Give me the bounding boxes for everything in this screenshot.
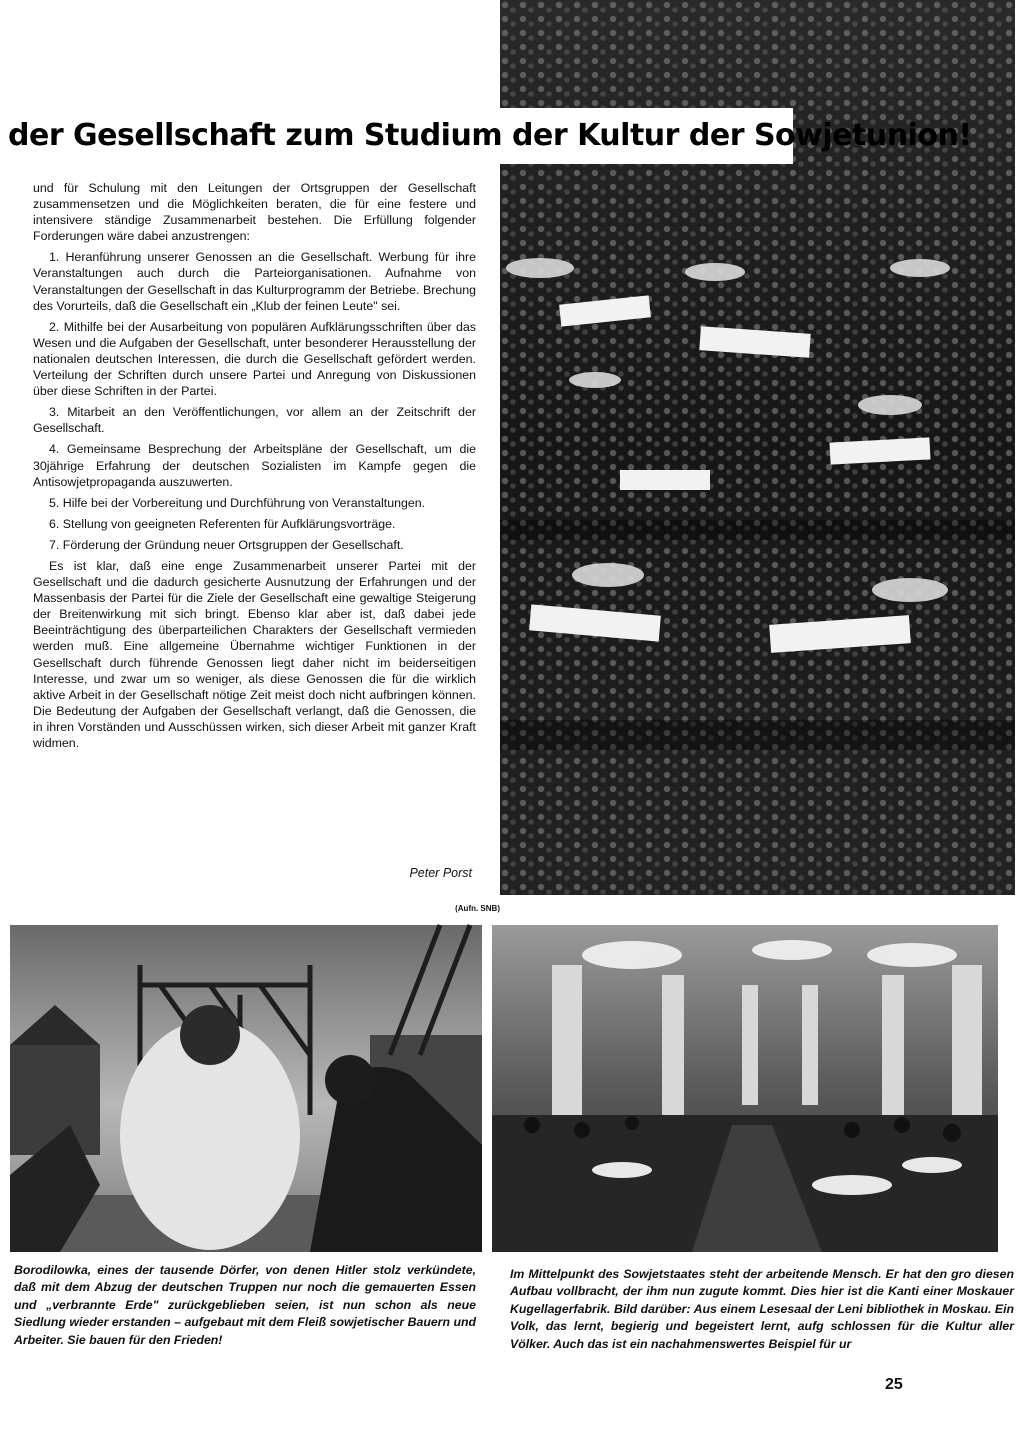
article-paragraph: 3. Mitarbeit an den Veröffentlichungen, vor allem an der Zeitschrift der Gesellschaft. bbox=[33, 405, 476, 436]
article-paragraph: und für Schulung mit den Leitungen der Ortsgruppen der Gesellschaft zusammensetzen und die Möglichkeiten beraten, die für eine festere und intensivere ständige Zusammenarbeit bestehen. Die Erfüllung folgender Forderungen wäre dabei anzustrengen: bbox=[33, 181, 476, 244]
article-body bbox=[33, 180, 476, 751]
article-paragraph: 4. Gemeinsame Besprechung der Arbeitspläne der Gesellschaft, um die 30jährige Erfahrung der deutschen Sozialisten im Kampfe gegen die Antisowjetpropaganda auszuwerten. bbox=[33, 442, 476, 489]
canteen-photo-caption: Im Mittelpunkt des Sowjetstaates steht der arbeitende Mensch. Er hat den gro diesen Aufbau vollbracht, der ihm nun zugute kommt. Dies hier ist die Kanti einer Moskauer Kugellagerfabrik. Bild darüber: Aus einem Lesesaal der Leni bibliothek in Moskau. Ein Volk, das lernt, begierig und begeistert lernt, aufg schlossen für die Kultur aller Völker. Auch das ist ein nachahmenswertes Beispiel für ur bbox=[510, 1267, 1014, 1351]
article-paragraph: 6. Stellung von geeigneten Referenten für Aufklärungsvorträge. bbox=[49, 516, 396, 531]
author-signature: Peter Porst bbox=[409, 866, 472, 880]
canteen-photo bbox=[492, 925, 998, 1252]
article-paragraph: Es ist klar, daß eine enge Zusammenarbeit unserer Partei mit der Gesellschaft und die dadurch gesicherte Ausnutzung der Erfahrungen und der Massenbasis der Partei für die Ziele der Gesellschaft eine gewaltige Steigerung der Breitenwirkung mit sich bringt. Ebenso klar aber ist, daß dabei jede Beeinträchtigung des überparteilichen Charakters der Gesellschaft vermieden werden muß. Eine allgemeine Übernahme wichtiger Funktionen in der Gesellschaft durch führende Genossen liegt daher nicht im beiderseitigen Interesse, und zwar um so weniger, als diese Genossen die für die wirklich aktive Arbeit in der Gesellschaft nötige Zeit meist doch nicht aufbringen können. Die Bedeutung der Aufgaben der Gesellschaft verlangt, daß die Genossen, die in ihren Vorständen und Ausschüssen wirken, sich dieser Arbeit mit ganzer Kraft widmen. bbox=[33, 558, 476, 750]
article-paragraph: 1. Heranführung unserer Genossen an die Gesellschaft. Werbung für ihre Veranstaltungen auch durch die Parteiorganisationen. Aufnahme von Veranstaltungen der Gesellschaft in das Kulturprogramm der Betriebe. Brechung des Vorurteils, daß die Gesellschaft ein „Klub der feinen Leute" sei. bbox=[33, 250, 476, 313]
article-paragraph: 2. Mithilfe bei der Ausarbeitung von populären Aufklärungsschriften über das Wesen und die Aufgaben der Gesellschaft, unter besonderer Herausstellung der nationalen deutschen Interessen, die durch die Gesellschaft gefördert werden. Verteilung der Schriften durch unsere Partei und Anregung von Diskussionen über diese Schriften in der Partei. bbox=[33, 319, 476, 399]
article-paragraph: 5. Hilfe bei der Vorbereitung und Durchführung von Veranstaltungen. bbox=[49, 495, 426, 510]
village-photo-caption: Borodilowka, eines der tausende Dörfer, von denen Hitler stolz verkündete, daß mit dem Abzug der deutschen Truppen nur noch die gemauerten Essen und „verbrannte Erde" zurückgeblieben seien, ist nun schon als neue Siedlung wieder erstanden – aufgebaut mit dem Fleiß sowjetischer Bauern und Arbeiter. Sie bauen für den Frieden! bbox=[14, 1263, 476, 1347]
photo-credit: (Aufn. SNB) bbox=[455, 904, 500, 913]
headline: der Gesellschaft zum Studium der Kultur der Sowjetunion! bbox=[8, 108, 793, 164]
article-paragraph: 7. Förderung der Gründung neuer Ortsgruppen der Gesellschaft. bbox=[49, 537, 404, 552]
page-number: 25 bbox=[885, 1376, 903, 1393]
village-construction-photo bbox=[10, 925, 482, 1252]
